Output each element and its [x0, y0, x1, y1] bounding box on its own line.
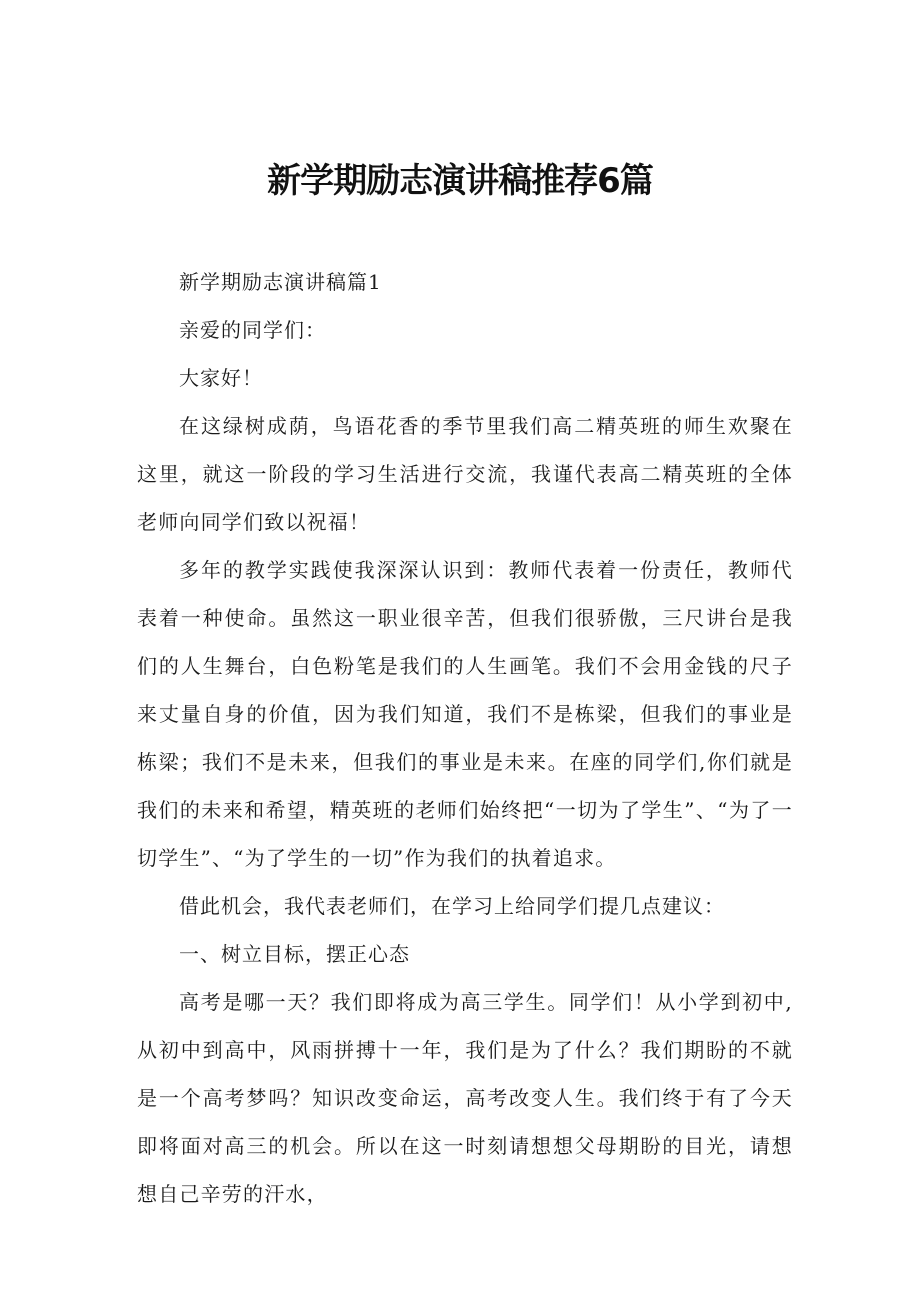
paragraph-suggestions: 借此机会，我代表老师们，在学习上给同学们提几点建议：: [179, 894, 725, 918]
salutation: 亲爱的同学们：: [179, 318, 326, 342]
section-heading: 新学期励志演讲稿篇1: [179, 270, 382, 294]
paragraph-intro: 在这绿树成荫，鸟语花香的季节里我们高二精英班的师生欢聚在这里，就这一阶段的学习生活进行交流，我谨代表高二精英班的全体老师向同学们致以祝福！: [137, 414, 793, 534]
document-title: 新学期励志演讲稿推荐6篇: [267, 161, 653, 201]
document-body: [137, 258, 793, 1218]
greeting: 大家好！: [179, 366, 263, 390]
subheading-goals: 一、树立目标，摆正心态: [179, 942, 410, 966]
paragraph-teaching: 多年的教学实践使我深深认识到：教师代表着一份责任，教师代表着一种使命。虽然这一职业很辛苦，但我们很骄傲，三尺讲台是我们的人生舞台，白色粉笔是我们的人生画笔。我们不会用金钱的尺子来丈量自身的价值，因为我们知道，我们不是栋梁，但我们的事业是栋梁；我们不是未来，但我们的事业是未来。在座的同学们,你们就是我们的未来和希望，精英班的老师们始终把“一切为了学生”、“为了一切学生”、“为了学生的一切”作为我们的执着追求。: [137, 558, 793, 870]
paragraph-exam: 高考是哪一天？我们即将成为高三学生。同学们！从小学到初中,从初中到高中，风雨拼搏十一年，我们是为了什么？我们期盼的不就是一个高考梦吗？知识改变命运，高考改变人生。我们终于有了今天即将面对高三的机会。所以在这一时刻请想想父母期盼的目光，请想想自己辛劳的汗水，: [137, 990, 793, 1206]
